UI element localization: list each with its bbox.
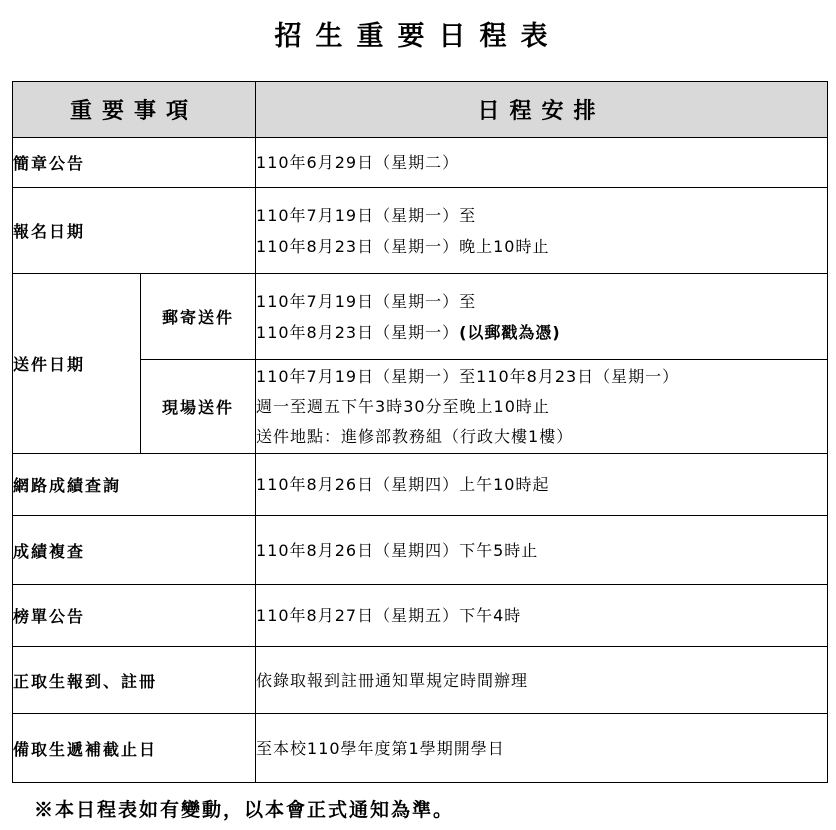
row-schedule-announcement — [256, 585, 828, 647]
schedule-line: 110年7月19日（星期一）至110年8月23日（星期一） — [256, 366, 680, 386]
row-item-waitlist: 備取生遞補截止日 — [13, 714, 256, 783]
row-schedule-regrade — [256, 516, 828, 585]
table-row — [13, 188, 828, 274]
row-item-announcement: 榜單公告 — [13, 585, 256, 647]
row-item-brochure: 簡章公告 — [13, 138, 256, 188]
header-item: 重要事項 — [13, 82, 256, 138]
schedule-line: 110年7月19日（星期一）至 — [256, 291, 477, 311]
row-schedule-mail — [256, 274, 828, 360]
schedule-line: 110年8月23日（星期一）晚上10時止 — [256, 236, 550, 256]
schedule-line: 送件地點：進修部教務組（行政大樓1樓） — [256, 426, 574, 446]
footnote: ※本日程表如有變動，以本會正式通知為準。 — [34, 799, 455, 821]
table-header-row — [13, 82, 828, 138]
table-row — [13, 516, 828, 585]
table-row — [13, 138, 828, 188]
row-schedule-registration — [256, 188, 828, 274]
schedule-line: 110年7月19日（星期一）至 — [256, 205, 477, 225]
row-schedule-brochure — [256, 138, 828, 188]
row-item-enrollment: 正取生報到、註冊 — [13, 647, 256, 714]
row-schedule-enrollment — [256, 647, 828, 714]
table-row — [13, 714, 828, 783]
page-title: 招生重要日程表 — [274, 21, 562, 52]
table-row — [13, 647, 828, 714]
schedule-line: 依錄取報到註冊通知單規定時間辦理 — [256, 670, 529, 690]
schedule-line: 110年8月26日（星期四）上午10時起 — [256, 475, 550, 494]
table-row — [13, 274, 828, 360]
row-subitem-onsite: 現場送件 — [141, 360, 256, 454]
header-schedule: 日程安排 — [256, 82, 828, 138]
schedule-line: 至本校110學年度第1學期開學日 — [256, 738, 505, 758]
schedule-line: 110年8月26日（星期四）下午5時止 — [256, 540, 539, 560]
schedule-line-prefix: 110年8月23日（星期一） — [256, 322, 460, 342]
schedule-line: 週一至週五下午3時30分至晚上10時止 — [256, 396, 550, 416]
row-schedule-waitlist — [256, 714, 828, 783]
row-item-registration: 報名日期 — [13, 188, 256, 274]
schedule-line: 110年8月27日（星期五）下午4時 — [256, 606, 522, 625]
postmark-note: (以郵戳為憑) — [459, 322, 561, 342]
schedule-table — [12, 81, 828, 783]
row-subitem-mail: 郵寄送件 — [141, 274, 256, 360]
schedule-line: 110年6月29日（星期二） — [256, 153, 460, 172]
row-item-submission: 送件日期 — [13, 274, 141, 454]
table-row — [13, 585, 828, 647]
schedule-line — [256, 317, 827, 348]
table-row — [13, 454, 828, 516]
row-schedule-onsite — [256, 360, 828, 454]
row-item-regrade: 成績複查 — [13, 516, 256, 585]
row-schedule-online-query — [256, 454, 828, 516]
row-item-online-query: 網路成績查詢 — [13, 454, 256, 516]
